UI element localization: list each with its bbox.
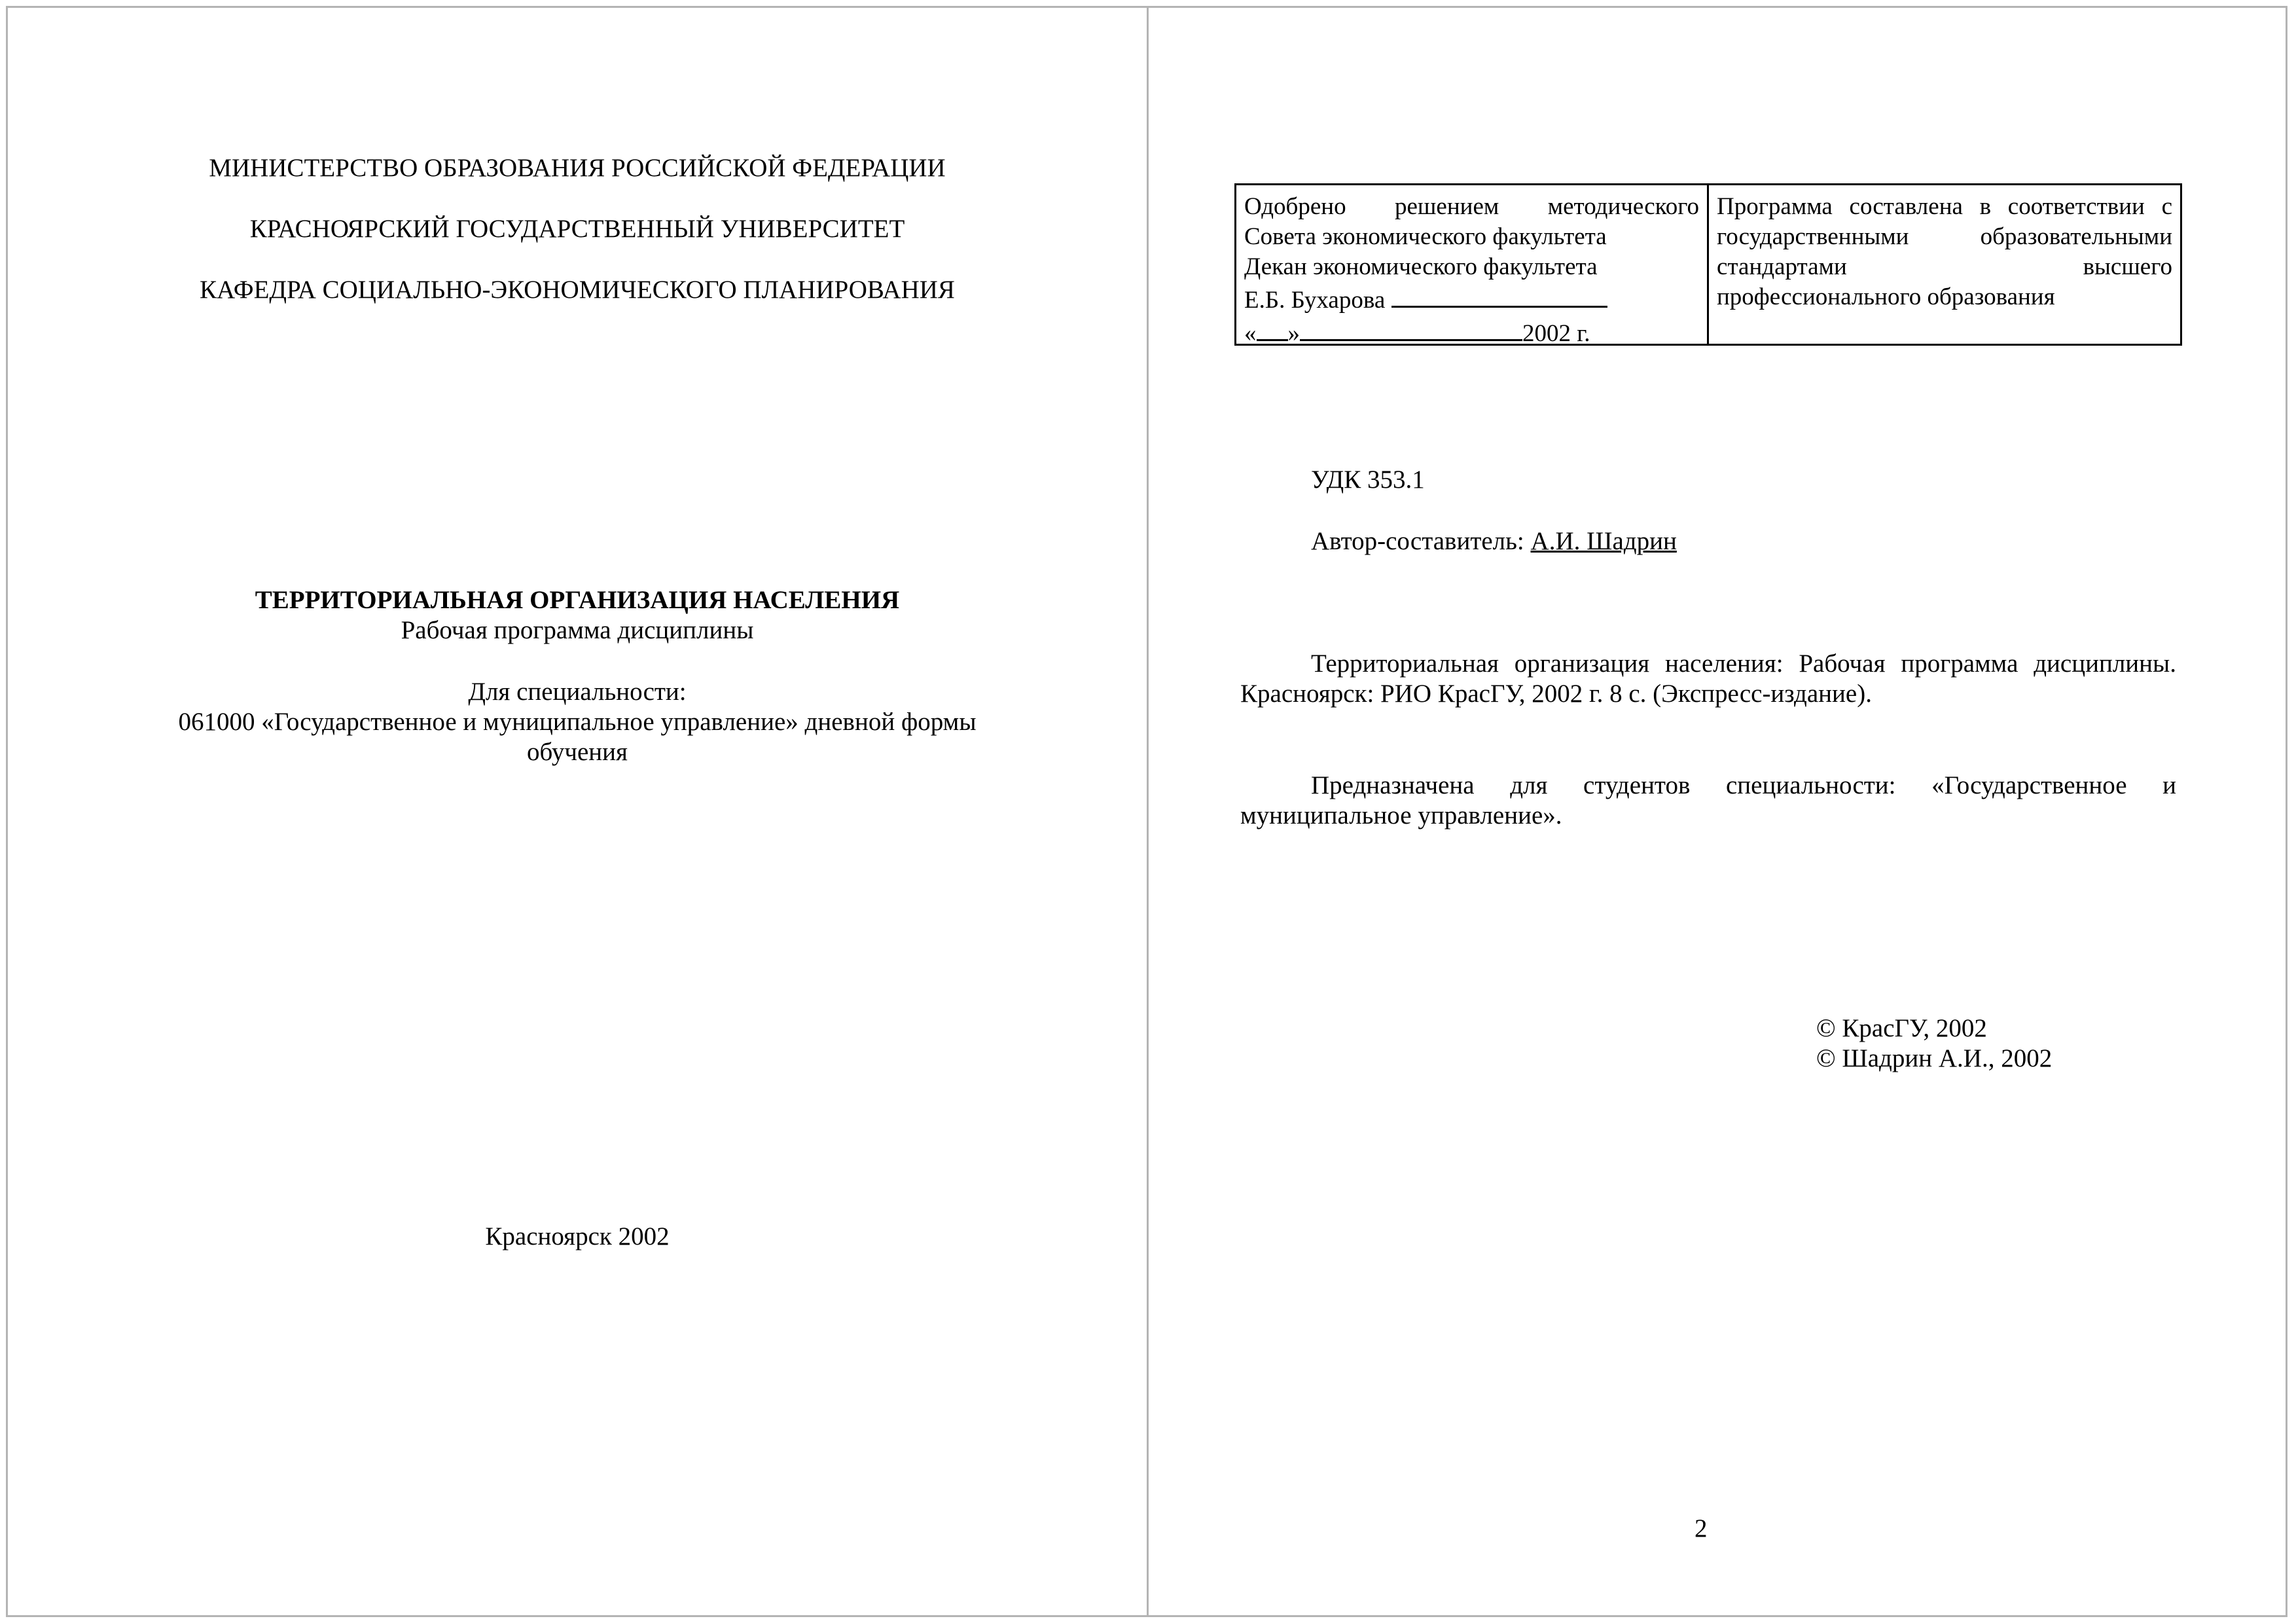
- purpose-paragraph: [1240, 771, 2176, 831]
- citation-line: Красноярск: РИО КрасГУ, 2002 г. 8 с. (Экспресс-издание).: [1240, 680, 1872, 708]
- imprint-page: [1149, 8, 2286, 1615]
- standards-line: Программа составлена в соответствии с: [1717, 193, 2172, 220]
- page-number: 2: [1695, 1514, 1708, 1542]
- standards-line: стандартами высшего: [1717, 253, 2172, 280]
- approval-year: 2002 г.: [1522, 320, 1590, 347]
- quote-close: »: [1287, 320, 1300, 347]
- approval-date-line: [1244, 316, 1699, 349]
- title-page: [8, 8, 1147, 1615]
- citation-line: Территориальная организация населения: Рабочая программа дисциплины.: [1311, 649, 2176, 678]
- specialty-line: 061000 «Государственное и муниципальное управление» дневной формы: [178, 708, 977, 736]
- author-label: Автор-составитель:: [1311, 527, 1531, 555]
- standards-line: государственными образовательными: [1717, 223, 2172, 250]
- day-blank: [1257, 316, 1288, 341]
- specialty-line: обучения: [527, 738, 628, 766]
- udk-code: УДК 353.1: [1311, 465, 1425, 494]
- document-title: ТЕРРИТОРИАЛЬНАЯ ОРГАНИЗАЦИЯ НАСЕЛЕНИЯ: [255, 586, 900, 614]
- ministry-heading: МИНИСТЕРСТВО ОБРАЗОВАНИЯ РОССИЙСКОЙ ФЕДЕРАЦИИ: [209, 154, 946, 182]
- approval-cell: [1236, 185, 1709, 347]
- approval-table: [1234, 183, 2182, 346]
- specialty-label: Для специальности:: [468, 678, 687, 706]
- department-heading: КАФЕДРА СОЦИАЛЬНО-ЭКОНОМИЧЕСКОГО ПЛАНИРОВАНИЯ: [200, 276, 955, 304]
- dean-signature-line: [1244, 282, 1699, 316]
- document-subtitle: Рабочая программа дисциплины: [401, 616, 754, 644]
- city-year: Красноярск 2002: [485, 1222, 670, 1250]
- author-name: А.И. Шадрин: [1530, 527, 1677, 555]
- copyright-university: © КрасГУ, 2002: [1816, 1014, 1987, 1042]
- purpose-line: муниципальное управление».: [1240, 801, 1562, 830]
- signature-blank: [1391, 282, 1607, 308]
- citation-paragraph: [1240, 649, 2176, 709]
- month-blank: [1300, 316, 1522, 341]
- standards-line: профессионального образования: [1717, 283, 2055, 310]
- approval-line: Совета экономического факультета: [1244, 223, 1607, 250]
- approval-line: Декан экономического факультета: [1244, 253, 1598, 280]
- quote-open: «: [1244, 320, 1257, 347]
- copyright-author: © Шадрин А.И., 2002: [1816, 1044, 2053, 1072]
- purpose-line: Предназначена для студентов специальности: «Государственное и: [1311, 771, 2176, 799]
- author-line: [1240, 526, 2176, 556]
- standards-cell: [1709, 185, 2180, 344]
- approval-line: Одобрено решением методического: [1244, 193, 1699, 220]
- university-heading: КРАСНОЯРСКИЙ ГОСУДАРСТВЕННЫЙ УНИВЕРСИТЕТ: [249, 215, 905, 243]
- dean-name: Е.Б. Бухарова: [1244, 287, 1386, 314]
